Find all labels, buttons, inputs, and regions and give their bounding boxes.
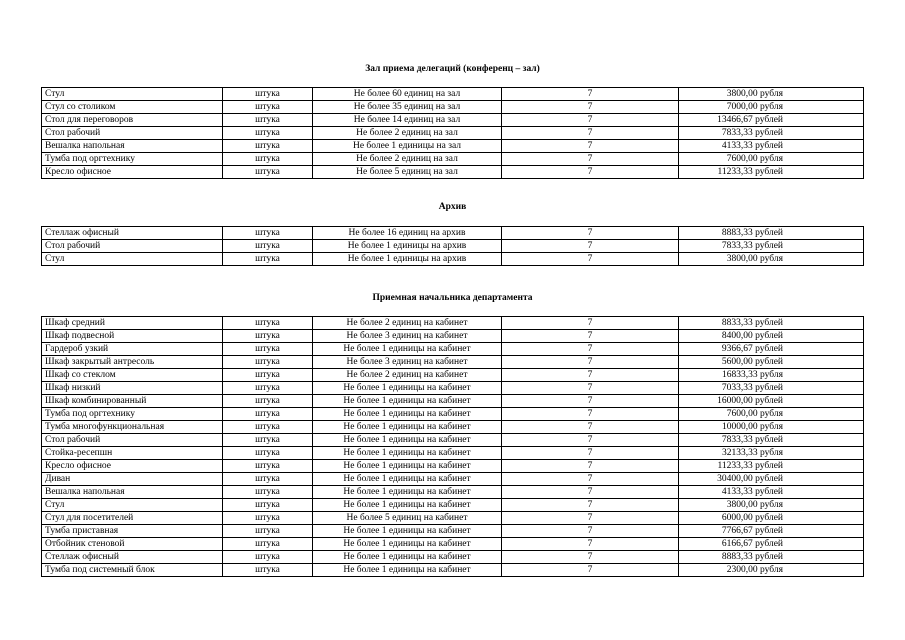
quantity-limit-cell: Не более 14 единиц на зал: [313, 114, 502, 127]
unit-cell: штука: [223, 356, 313, 369]
service-life-cell: 7: [502, 153, 679, 166]
price-cell: 32133,33 рубля: [679, 447, 864, 460]
table-row: [42, 421, 864, 434]
unit-cell: штука: [223, 88, 313, 101]
price-cell: 30400,00 рублей: [679, 473, 864, 486]
quantity-limit-cell: Не более 1 единицы на кабинет: [313, 551, 502, 564]
service-life-cell: 7: [502, 447, 679, 460]
table-row: [42, 317, 864, 330]
quantity-limit-cell: Не более 1 единицы на кабинет: [313, 473, 502, 486]
quantity-limit-cell: Не более 1 единицы на зал: [313, 140, 502, 153]
price-cell: 3800,00 рубля: [679, 253, 864, 266]
item-name-cell: Стол для переговоров: [42, 114, 223, 127]
item-name-cell: Стул для посетителей: [42, 512, 223, 525]
service-life-cell: 7: [502, 382, 679, 395]
quantity-limit-cell: Не более 1 единицы на кабинет: [313, 447, 502, 460]
unit-cell: штука: [223, 434, 313, 447]
item-name-cell: Шкаф комбинированный: [42, 395, 223, 408]
price-cell: 6000,00 рублей: [679, 512, 864, 525]
quantity-limit-cell: Не более 16 единиц на архив: [313, 227, 502, 240]
quantity-limit-cell: Не более 1 единицы на кабинет: [313, 395, 502, 408]
item-name-cell: Стеллаж офисный: [42, 227, 223, 240]
price-cell: 13466,67 рублей: [679, 114, 864, 127]
unit-cell: штука: [223, 140, 313, 153]
table-row: [42, 525, 864, 538]
section-title: Приемная начальника департамента: [372, 293, 533, 303]
service-life-cell: 7: [502, 140, 679, 153]
item-name-cell: Тумба приставная: [42, 525, 223, 538]
quantity-limit-cell: Не более 1 единицы на кабинет: [313, 460, 502, 473]
price-cell: 3800,00 рубля: [679, 499, 864, 512]
unit-cell: штука: [223, 343, 313, 356]
service-life-cell: 7: [502, 101, 679, 114]
unit-cell: штука: [223, 382, 313, 395]
items-table: [41, 316, 864, 577]
unit-cell: штука: [223, 317, 313, 330]
item-name-cell: Стеллаж офисный: [42, 551, 223, 564]
service-life-cell: 7: [502, 166, 679, 179]
table-row: [42, 227, 864, 240]
unit-cell: штука: [223, 227, 313, 240]
item-name-cell: Стойка-ресепшн: [42, 447, 223, 460]
item-name-cell: Стул: [42, 499, 223, 512]
table-row: [42, 499, 864, 512]
price-cell: 4133,33 рублей: [679, 140, 864, 153]
price-cell: 6166,67 рублей: [679, 538, 864, 551]
item-name-cell: Вешалка напольная: [42, 140, 223, 153]
unit-cell: штука: [223, 114, 313, 127]
unit-cell: штука: [223, 253, 313, 266]
service-life-cell: 7: [502, 356, 679, 369]
item-name-cell: Тумба многофункциональная: [42, 421, 223, 434]
price-cell: 16833,33 рубля: [679, 369, 864, 382]
service-life-cell: 7: [502, 88, 679, 101]
unit-cell: штука: [223, 166, 313, 179]
price-cell: 3800,00 рубля: [679, 88, 864, 101]
item-name-cell: Тумба под системный блок: [42, 564, 223, 577]
price-cell: 7833,33 рублей: [679, 240, 864, 253]
price-cell: 7600,00 рубля: [679, 408, 864, 421]
table-row: [42, 127, 864, 140]
item-name-cell: Вешалка напольная: [42, 486, 223, 499]
price-cell: 8883,33 рублей: [679, 551, 864, 564]
unit-cell: штука: [223, 421, 313, 434]
price-cell: 10000,00 рубля: [679, 421, 864, 434]
unit-cell: штука: [223, 564, 313, 577]
table-row: [42, 447, 864, 460]
service-life-cell: 7: [502, 434, 679, 447]
service-life-cell: 7: [502, 253, 679, 266]
table-row: [42, 434, 864, 447]
item-name-cell: Стул со столиком: [42, 101, 223, 114]
quantity-limit-cell: Не более 1 единицы на кабинет: [313, 499, 502, 512]
price-cell: 11233,33 рублей: [679, 166, 864, 179]
item-name-cell: Тумба под оргтехнику: [42, 408, 223, 421]
quantity-limit-cell: Не более 1 единицы на кабинет: [313, 538, 502, 551]
quantity-limit-cell: Не более 1 единицы на кабинет: [313, 343, 502, 356]
price-cell: 11233,33 рублей: [679, 460, 864, 473]
table-row: [42, 551, 864, 564]
quantity-limit-cell: Не более 1 единицы на кабинет: [313, 434, 502, 447]
price-cell: 5600,00 рублей: [679, 356, 864, 369]
table-row: [42, 240, 864, 253]
table-row: [42, 166, 864, 179]
quantity-limit-cell: Не более 2 единиц на зал: [313, 127, 502, 140]
table-row: [42, 253, 864, 266]
service-life-cell: 7: [502, 421, 679, 434]
price-cell: 7833,33 рублей: [679, 127, 864, 140]
item-name-cell: Кресло офисное: [42, 460, 223, 473]
table-row: [42, 101, 864, 114]
quantity-limit-cell: Не более 2 единиц на кабинет: [313, 369, 502, 382]
service-life-cell: 7: [502, 512, 679, 525]
service-life-cell: 7: [502, 227, 679, 240]
table-row: [42, 153, 864, 166]
item-name-cell: Тумба под оргтехнику: [42, 153, 223, 166]
table-row: [42, 88, 864, 101]
table-row: [42, 473, 864, 486]
price-cell: 7833,33 рублей: [679, 434, 864, 447]
service-life-cell: 7: [502, 473, 679, 486]
unit-cell: штука: [223, 369, 313, 382]
service-life-cell: 7: [502, 343, 679, 356]
item-name-cell: Гардероб узкий: [42, 343, 223, 356]
unit-cell: штука: [223, 240, 313, 253]
service-life-cell: 7: [502, 460, 679, 473]
table-row: [42, 343, 864, 356]
unit-cell: штука: [223, 525, 313, 538]
price-cell: 7766,67 рублей: [679, 525, 864, 538]
unit-cell: штука: [223, 101, 313, 114]
unit-cell: штука: [223, 473, 313, 486]
quantity-limit-cell: Не более 2 единиц на кабинет: [313, 317, 502, 330]
unit-cell: штука: [223, 395, 313, 408]
price-cell: 2300,00 рубля: [679, 564, 864, 577]
unit-cell: штука: [223, 538, 313, 551]
unit-cell: штука: [223, 330, 313, 343]
table-row: [42, 382, 864, 395]
service-life-cell: 7: [502, 317, 679, 330]
item-name-cell: Шкаф низкий: [42, 382, 223, 395]
unit-cell: штука: [223, 153, 313, 166]
table-row: [42, 114, 864, 127]
item-name-cell: Шкаф средний: [42, 317, 223, 330]
unit-cell: штука: [223, 447, 313, 460]
quantity-limit-cell: Не более 3 единиц на кабинет: [313, 330, 502, 343]
table-row: [42, 512, 864, 525]
unit-cell: штука: [223, 512, 313, 525]
service-life-cell: 7: [502, 551, 679, 564]
section-title: Зал приема делегаций (конференц – зал): [365, 64, 540, 74]
service-life-cell: 7: [502, 525, 679, 538]
unit-cell: штука: [223, 499, 313, 512]
items-table: [41, 87, 864, 179]
unit-cell: штука: [223, 408, 313, 421]
price-cell: 7000,00 рубля: [679, 101, 864, 114]
unit-cell: штука: [223, 460, 313, 473]
quantity-limit-cell: Не более 1 единицы на кабинет: [313, 408, 502, 421]
quantity-limit-cell: Не более 1 единицы на кабинет: [313, 382, 502, 395]
items-table: [41, 226, 864, 266]
service-life-cell: 7: [502, 486, 679, 499]
service-life-cell: 7: [502, 408, 679, 421]
unit-cell: штука: [223, 127, 313, 140]
quantity-limit-cell: Не более 3 единиц на кабинет: [313, 356, 502, 369]
quantity-limit-cell: Не более 1 единицы на кабинет: [313, 564, 502, 577]
quantity-limit-cell: Не более 1 единицы на архив: [313, 253, 502, 266]
unit-cell: штука: [223, 551, 313, 564]
item-name-cell: Кресло офисное: [42, 166, 223, 179]
quantity-limit-cell: Не более 35 единиц на зал: [313, 101, 502, 114]
item-name-cell: Стол рабочий: [42, 127, 223, 140]
table-row: [42, 460, 864, 473]
unit-cell: штука: [223, 486, 313, 499]
price-cell: 9366,67 рублей: [679, 343, 864, 356]
service-life-cell: 7: [502, 127, 679, 140]
price-cell: 7600,00 рубля: [679, 153, 864, 166]
price-cell: 4133,33 рублей: [679, 486, 864, 499]
item-name-cell: Шкаф подвесной: [42, 330, 223, 343]
service-life-cell: 7: [502, 240, 679, 253]
quantity-limit-cell: Не более 1 единицы на архив: [313, 240, 502, 253]
table-row: [42, 369, 864, 382]
table-row: [42, 356, 864, 369]
service-life-cell: 7: [502, 564, 679, 577]
item-name-cell: Шкаф со стеклом: [42, 369, 223, 382]
service-life-cell: 7: [502, 538, 679, 551]
item-name-cell: Стул: [42, 253, 223, 266]
price-cell: 7033,33 рублей: [679, 382, 864, 395]
table-row: [42, 408, 864, 421]
quantity-limit-cell: Не более 1 единицы на кабинет: [313, 525, 502, 538]
price-cell: 16000,00 рублей: [679, 395, 864, 408]
table-row: [42, 538, 864, 551]
service-life-cell: 7: [502, 369, 679, 382]
section-title: Архив: [438, 202, 467, 212]
table-row: [42, 395, 864, 408]
table-row: [42, 140, 864, 153]
item-name-cell: Стол рабочий: [42, 240, 223, 253]
item-name-cell: Отбойник стеновой: [42, 538, 223, 551]
quantity-limit-cell: Не более 2 единиц на зал: [313, 153, 502, 166]
table-row: [42, 330, 864, 343]
price-cell: 8833,33 рублей: [679, 317, 864, 330]
quantity-limit-cell: Не более 1 единицы на кабинет: [313, 421, 502, 434]
table-row: [42, 486, 864, 499]
item-name-cell: Шкаф закрытый антресоль: [42, 356, 223, 369]
quantity-limit-cell: Не более 5 единиц на зал: [313, 166, 502, 179]
quantity-limit-cell: Не более 60 единиц на зал: [313, 88, 502, 101]
item-name-cell: Стул: [42, 88, 223, 101]
service-life-cell: 7: [502, 114, 679, 127]
quantity-limit-cell: Не более 1 единицы на кабинет: [313, 486, 502, 499]
price-cell: 8883,33 рублей: [679, 227, 864, 240]
quantity-limit-cell: Не более 5 единиц на кабинет: [313, 512, 502, 525]
service-life-cell: 7: [502, 395, 679, 408]
item-name-cell: Стол рабочий: [42, 434, 223, 447]
service-life-cell: 7: [502, 499, 679, 512]
table-row: [42, 564, 864, 577]
service-life-cell: 7: [502, 330, 679, 343]
price-cell: 8400,00 рублей: [679, 330, 864, 343]
item-name-cell: Диван: [42, 473, 223, 486]
